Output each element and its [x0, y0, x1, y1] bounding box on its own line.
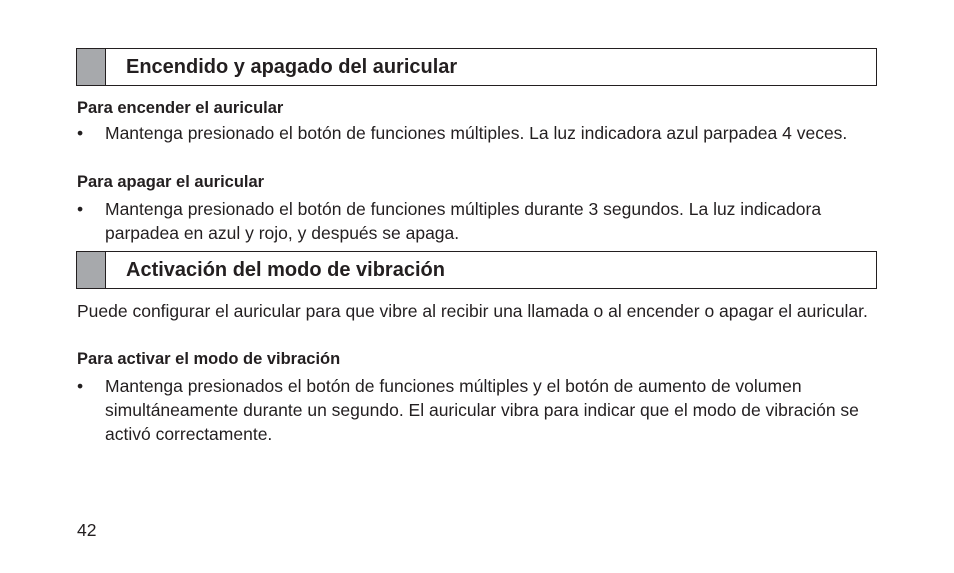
page-number: 42: [77, 520, 97, 540]
section-marker: [77, 252, 106, 288]
bullet-text-turn-on: Mantenga presionado el botón de funciones múltiples. La luz indicadora azul parpadea 4 veces.: [105, 123, 848, 143]
bullet-text-turn-off: Mantenga presionado el botón de funciones múltiples durante 3 segundos. La luz indicadora parpadea en azul y rojo, y después se apaga.: [105, 199, 822, 243]
bullet-activate-vibration: [77, 374, 877, 446]
subhead-activate-vibration: Para activar el modo de vibración: [77, 350, 341, 368]
section-header-vibration: [76, 251, 877, 289]
subhead-turn-off: Para apagar el auricular: [77, 173, 265, 191]
bullet-dot: •: [77, 376, 84, 396]
section-marker: [77, 49, 106, 85]
bullet-dot: •: [77, 199, 84, 219]
bullet-text-activate-vibration: Mantenga presionados el botón de funciones múltiples y el botón de aumento de volumen simultáneamente durante un segundo. El auricular vibra para indicar que el modo de vibración se activó correctamente.: [105, 376, 859, 444]
subhead-turn-on: Para encender el auricular: [77, 99, 284, 117]
section-title-vibration: Activación del modo de vibración: [126, 259, 445, 281]
section-title-power: Encendido y apagado del auricular: [126, 56, 458, 78]
section-header-power: [76, 48, 877, 86]
bullet-turn-off: [77, 197, 877, 245]
bullet-turn-on: [77, 121, 877, 145]
vibration-intro: Puede configurar el auricular para que vibre al recibir una llamada o al encender o apagar el auricular.: [77, 301, 868, 321]
bullet-dot: •: [77, 123, 84, 143]
